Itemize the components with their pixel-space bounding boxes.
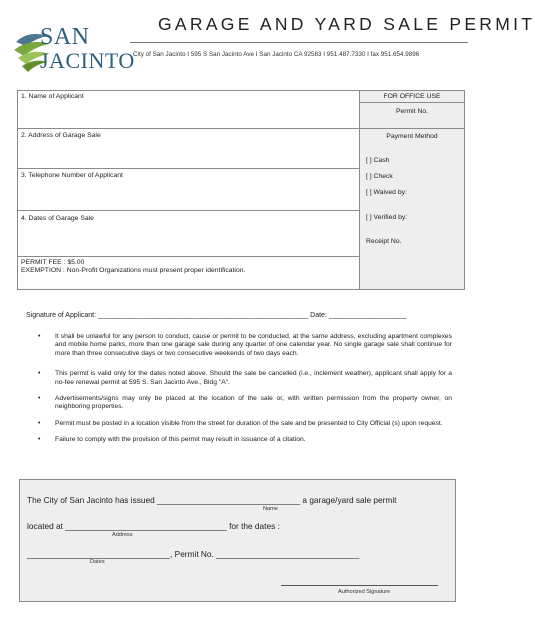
permit-no-field[interactable]: Permit No. <box>395 108 429 115</box>
issued-dates-permit-line[interactable]: _______________________________, Permit No. _______________________________ <box>27 549 360 559</box>
office-use-heading: FOR OFFICE USE <box>383 93 441 100</box>
exemption-note: EXEMPTION : Non-Profit Organizations must present proper identification. <box>21 267 246 274</box>
cash-checkbox[interactable]: [ ] Cash <box>366 157 390 164</box>
issued-name-line[interactable]: The City of San Jacinto has issued _______________________________ a garage/yard sale permit <box>27 495 397 505</box>
authorized-signature-caption: Authorized Signature <box>338 589 391 595</box>
rule-item: • Permit must be posted in a location visible from the street for duration of the sale and be presented to City Official (s) upon request. <box>38 420 452 428</box>
waived-checkbox[interactable]: [ ] Waived by: <box>366 189 407 196</box>
header-divider <box>130 42 468 43</box>
receipt-no-field[interactable]: Receipt No. <box>366 238 402 245</box>
dates-of-sale-field[interactable]: 4. Dates of Garage Sale <box>21 215 94 222</box>
rule-item: • It shall be unlawful for any person to conduct, cause or permit to be conducted, at the same address, excluding apartment complexes and mobile home parks, more than one garage sale during any quarter of one calendar year. No single garage sale shall continue for more than three consecutive days or two consecutive weekends of two days each. <box>38 333 452 358</box>
permit-rules-list <box>38 333 452 445</box>
dates-caption: Dates <box>90 559 105 565</box>
authorized-signature-line[interactable] <box>281 585 438 586</box>
office-row-divider <box>359 128 465 129</box>
logo-text-san: SAN <box>40 24 90 50</box>
row-divider <box>17 128 359 129</box>
issued-address-line[interactable]: located at ___________________________________ for the dates : <box>27 521 280 531</box>
rule-item: • Failure to comply with the provision of this permit may result in issuance of a citation. <box>38 436 452 444</box>
office-header-divider <box>359 102 465 103</box>
applicant-signature-line[interactable]: Signature of Applicant: ______________________________________________________ Date: ____________________ <box>26 312 407 319</box>
row-divider <box>17 168 359 169</box>
row-divider <box>17 256 359 257</box>
verified-checkbox[interactable]: [ ] Verified by: <box>366 214 408 221</box>
city-address: City of San Jacinto I 595 S San Jacinto Ave I San Jacinto CA 92583 I 951.487.7330 I fax 951.654.9896 <box>133 51 420 58</box>
telephone-field[interactable]: 3. Telephone Number of Applicant <box>21 172 123 179</box>
permit-fee: PERMIT FEE : $5.00 <box>21 259 85 266</box>
name-caption: Name <box>263 506 278 512</box>
payment-method-label: Payment Method <box>386 133 438 140</box>
logo-text-jacinto: JACINTO <box>40 48 135 73</box>
rule-item: • Advertisements/signs may only be placed at the location of the sale or, with written permission from the property owner, on neighboring properties. <box>38 395 452 412</box>
address-of-sale-field[interactable]: 2. Address of Garage Sale <box>21 132 101 139</box>
address-caption: Address <box>112 532 133 538</box>
row-divider <box>17 210 359 211</box>
rule-item: • This permit is valid only for the dates noted above. Should the sale be cancelled (i.e., inclement weather), applicant shall apply for a no-fee renewal permit at 595 S. San Jacinto Ave., Bldg "A". <box>38 370 452 387</box>
page-title: GARAGE AND YARD SALE PERMIT <box>158 14 535 34</box>
check-checkbox[interactable]: [ ] Check <box>366 173 393 180</box>
name-of-applicant-field[interactable]: 1. Name of Applicant <box>21 93 84 100</box>
